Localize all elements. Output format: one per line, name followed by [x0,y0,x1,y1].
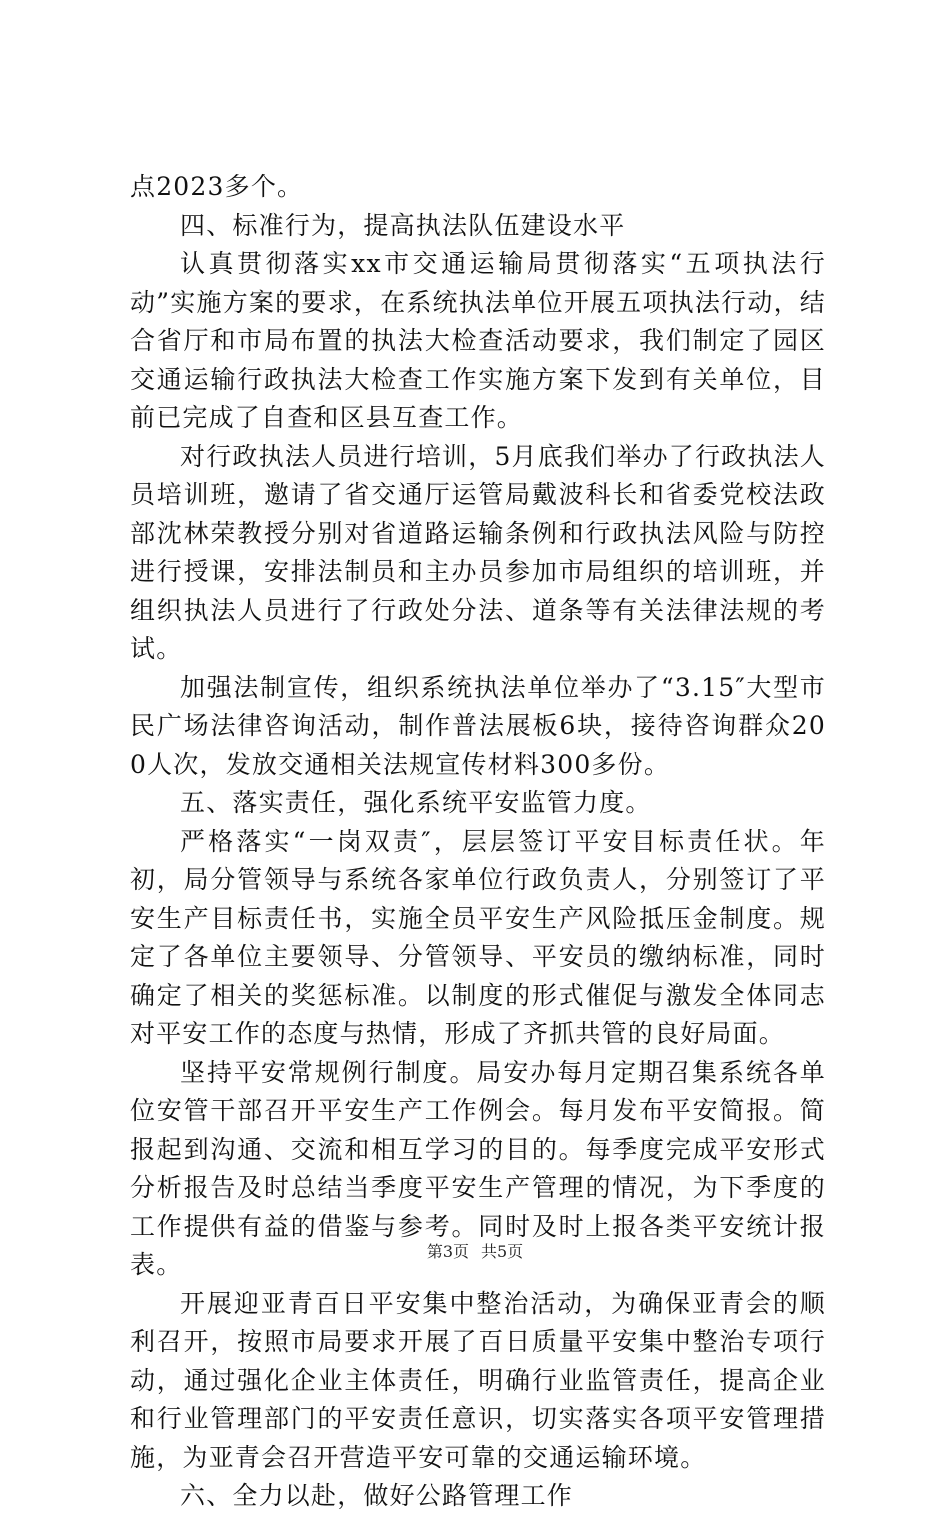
page-total: 共5页 [481,1242,524,1261]
section-heading-6: 六、全力以赴，做好公路管理工作 [180,1481,574,1510]
paragraph-responsibility: 严格落实“一岗双责″，层层签订平安目标责任状。年初，局分管领导与系统各家单位行政负责人，分别签订了平安生产目标责任书，实施全员平安生产风险抵压金制度。规定了各单位主要领导、分管领导、平安员的缴纳标准，同时确定了相关的奖惩标准。以制度的形式催促与激发全体同志对平安工作的态度与热情，形成了齐抓共管的良好局面。 [130,826,826,1048]
document-body [130,168,826,1516]
page-number: 第3页 [426,1242,469,1261]
section-heading-5: 五、落实责任，强化系统平安监管力度。 [180,788,652,817]
paragraph-continuation: 点2023多个。 [130,172,304,201]
page-footer [0,1241,950,1263]
paragraph-enforcement-plan: 认真贯彻落实xx市交通运输局贯彻落实“五项执法行动”实施方案的要求，在系统执法单位开展五项执法行动，结合省厅和市局布置的执法大检查活动要求，我们制定了园区交通运输行政执法大检查工作实施方案下发到有关单位，目前已完成了自查和区县互查工作。 [130,249,826,432]
paragraph-training: 对行政执法人员进行培训，5月底我们举办了行政执法人员培训班，邀请了省交通厅运管局戴波科长和省委党校法政部沈林荣教授分别对省道路运输条例和行政执法风险与防控进行授课，安排法制员和主办员参加市局组织的培训班，并组织执法人员进行了行政处分法、道条等有关法律法规的考试。 [130,441,826,663]
paragraph-safety-routine: 坚持平安常规例行制度。局安办每月定期召集系统各单位安管干部召开平安生产工作例会。每月发布平安简报。简报起到沟通、交流和相互学习的目的。每季度完成平安形式分析报告及时总结当季度平安生产管理的情况，为下季度的工作提供有益的借鉴与参考。同时及时上报各类平安统计报表。 [130,1057,826,1279]
paragraph-youth-games-campaign: 开展迎亚青百日平安集中整治活动，为确保亚青会的顺利召开，按照市局要求开展了百日质量平安集中整治专项行动，通过强化企业主体责任，明确行业监管责任，提高企业和行业管理部门的平安责任意识，切实落实各项平安管理措施，为亚青会召开营造平安可靠的交通运输环境。 [130,1288,826,1472]
paragraph-legal-publicity: 加强法制宣传，组织系统执法单位举办了“3.15″大型市民广场法律咨询活动，制作普法展板6块，接待咨询群众200人次，发放交通相关法规宣传材料300多份。 [130,672,826,779]
section-heading-4: 四、标准行为，提高执法队伍建设水平 [180,210,626,240]
